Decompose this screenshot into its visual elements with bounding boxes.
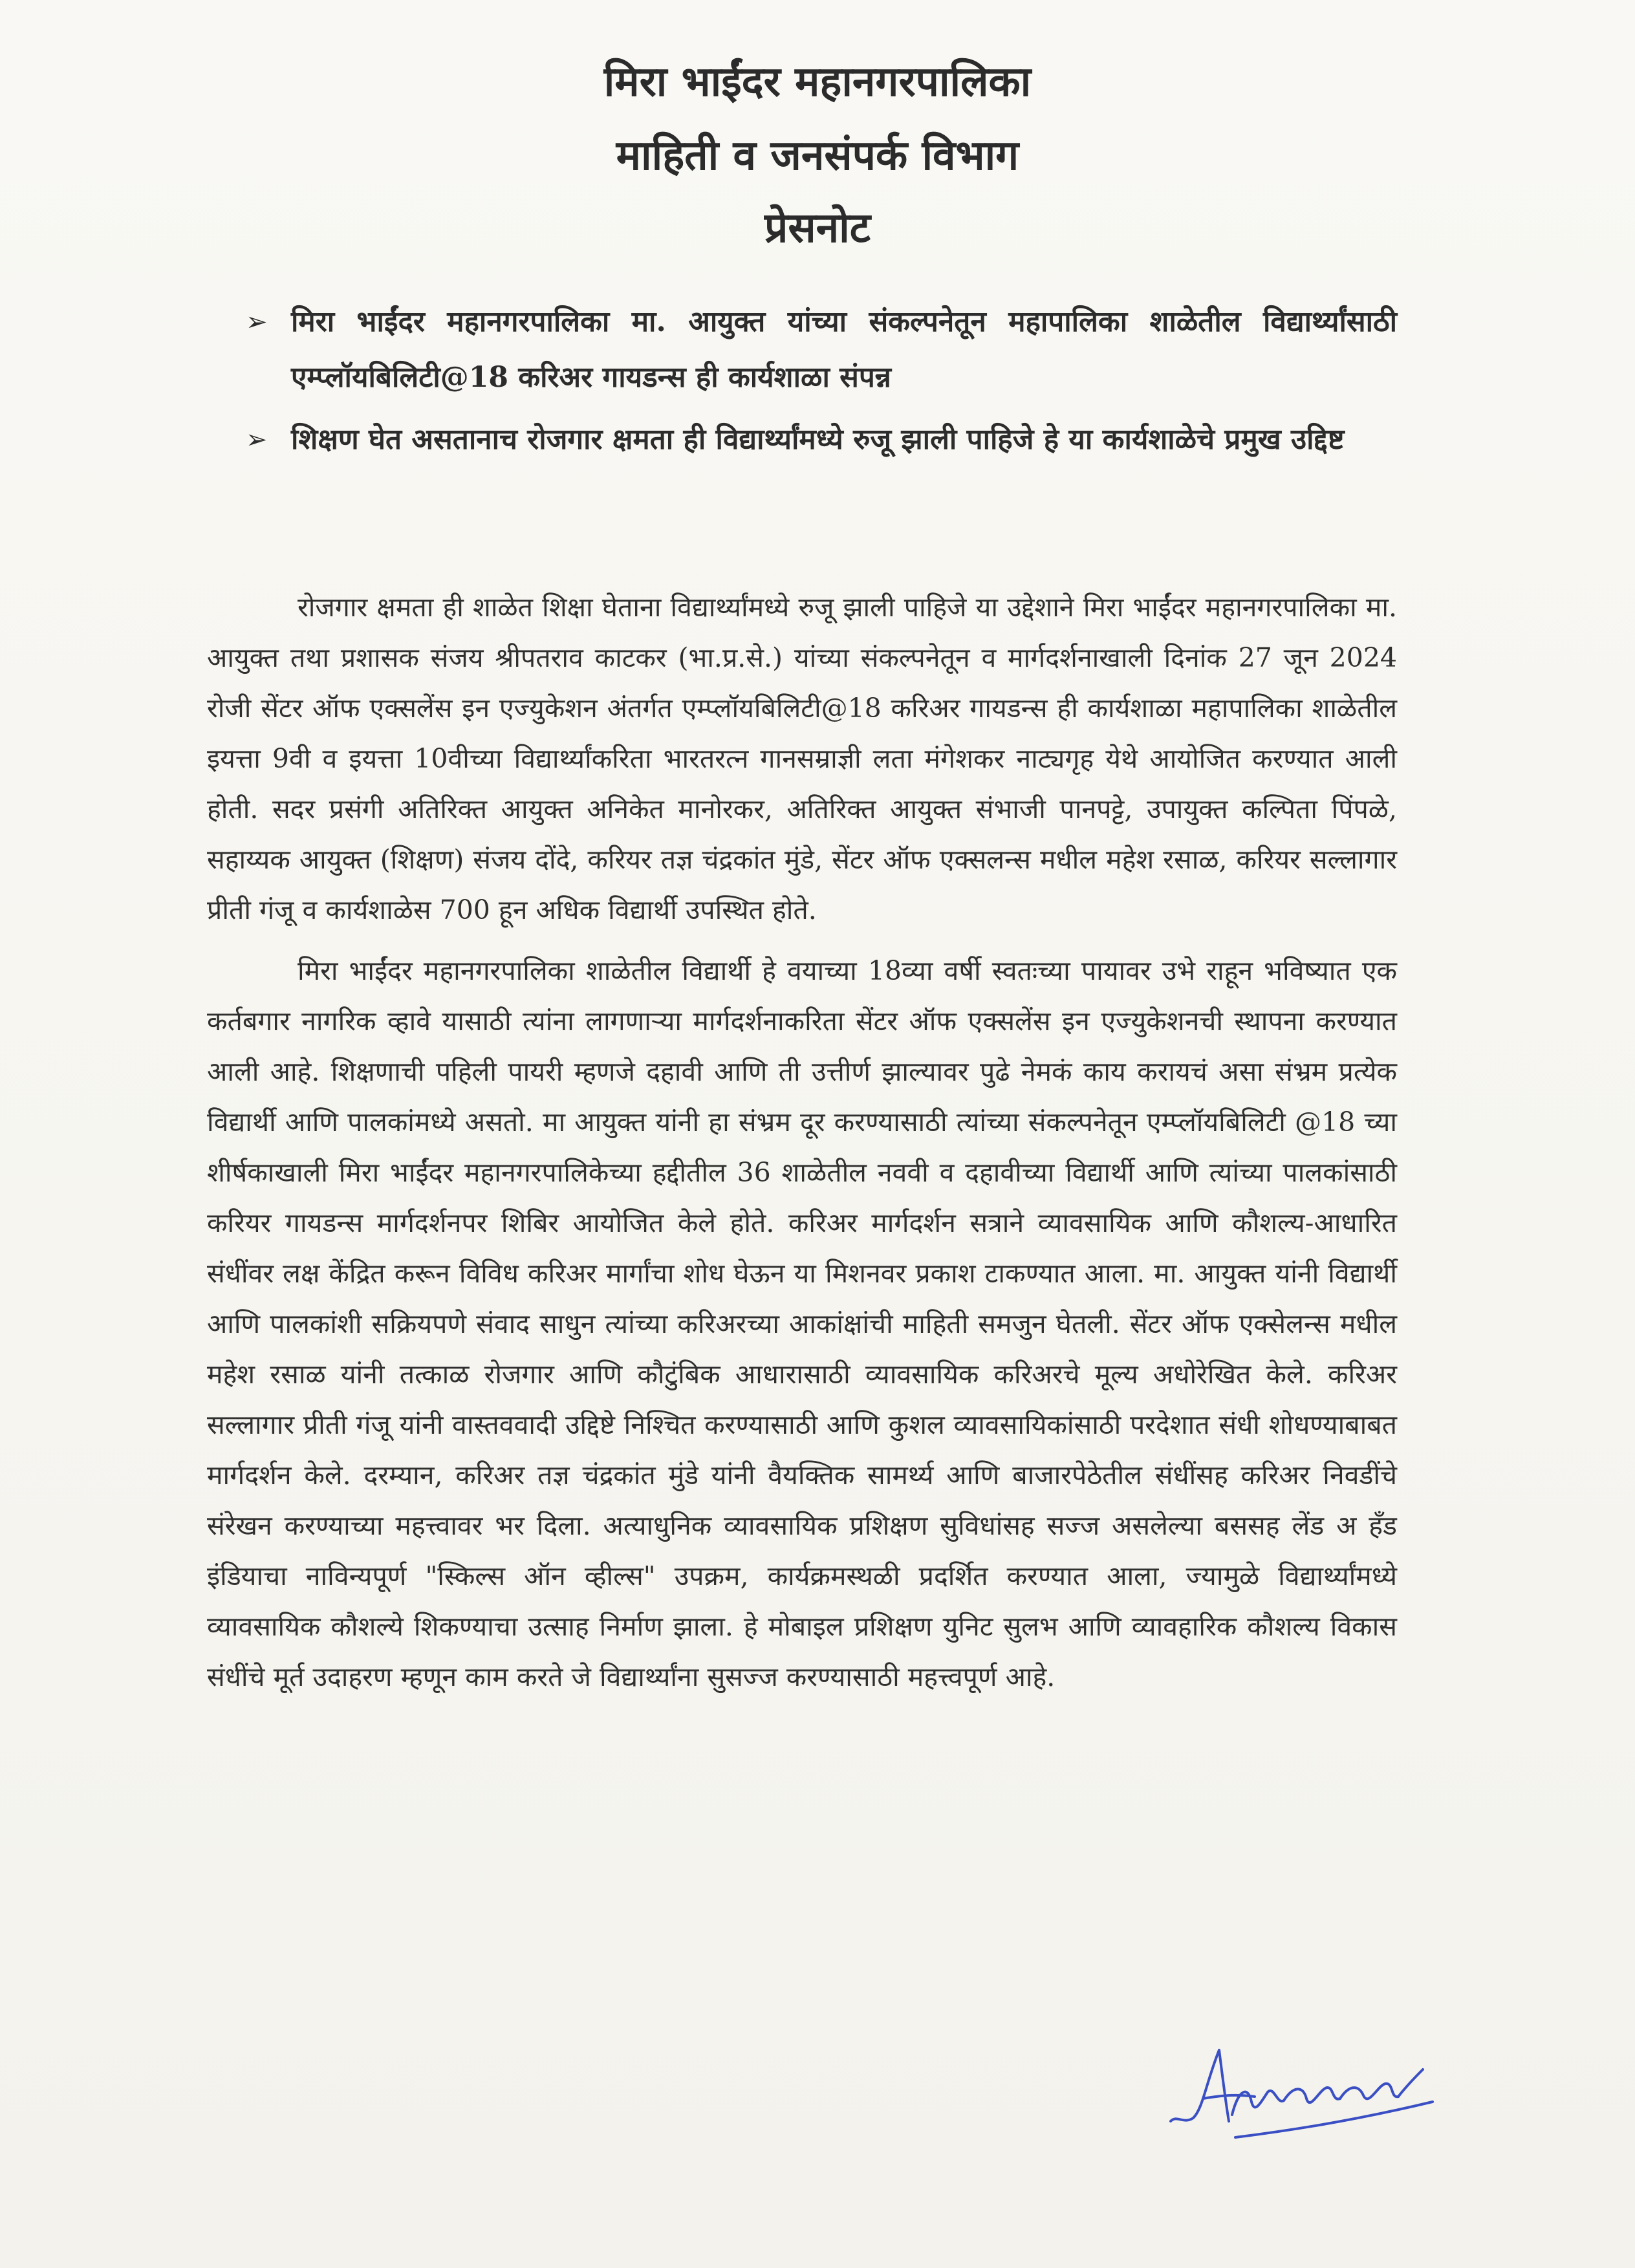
arrow-bullet-icon: ➢ (246, 307, 268, 337)
highlight-bullet-text: शिक्षण घेत असतानाच रोजगार क्षमता ही विद्यार्थ्यांमध्ये रुजू झाली पाहिजे हे या कार्यशाळेचे प्रमुख उद्दिष्ट (291, 423, 1345, 456)
body-paragraph-2: मिरा भाईंदर महानगरपालिका शाळेतील विद्यार्थी हे वयाच्या 18व्या वर्षी स्वतःच्या पायावर उभे राहून भविष्यात एक कर्तबगार नागरिक व्हावे यासाठी त्यांना लागणाऱ्या मार्गदर्शनाकरिता सेंटर ऑफ एक्सलेंस इन एज्युकेशनची स्थापना करण्यात आली आहे. शिक्षणाची पहिली पायरी म्हणजे दहावी आणि ती उत्तीर्ण झाल्यावर पुढे नेमकं काय करायचं असा संभ्रम प्रत्येक विद्यार्थी आणि पालकांमध्ये असतो. मा आयुक्त यांनी हा संभ्रम दूर करण्यासाठी त्यांच्या संकल्पनेतून एम्प्लॉयबिलिटी @18 च्या शीर्षकाखाली मिरा भाईंदर महानगरपालिकेच्या हद्दीतील 36 शाळेतील नववी व दहावीच्या विद्यार्थी आणि त्यांच्या पालकांसाठी करियर गायडन्स मार्गदर्शनपर शिबिर आयोजित केले होते. करिअर मार्गदर्शन सत्राने व्यावसायिक आणि कौशल्य-आधारित संधींवर लक्ष केंद्रित करून विविध करिअर मार्गांचा शोध घेऊन या मिशनवर प्रकाश टाकण्यात आला. मा. आयुक्त यांनी विद्यार्थी आणि पालकांशी सक्रियपणे संवाद साधुन त्यांच्या करिअरच्या आकांक्षांची माहिती समजुन घेतली. सेंटर ऑफ एक्सेलन्स मधील महेश रसाळ यांनी तत्काळ रोजगार आणि कौटुंबिक आधारासाठी व्यावसायिक करिअरचे मूल्य अधोरेखित केले. करिअर सल्लागार प्रीती गंजू यांनी वास्तववादी उद्दिष्टे निश्चित करण्यासाठी आणि कुशल व्यावसायिकांसाठी परदेशात संधी शोधण्याबाबत मार्गदर्शन केले. दरम्यान, करिअर तज्ञ चंद्रकांत मुंडे यांनी वैयक्तिक सामर्थ्य आणि बाजारपेठेतील संधींसह करिअर निवडींचे संरेखन करण्याच्या महत्त्वावर भर दिला. अत्याधुनिक व्यावसायिक प्रशिक्षण सुविधांसह सज्ज असलेल्या बससह लेंड अ हँड इंडियाचा नाविन्यपूर्ण "स्किल्स ऑन व्हील्स" उपक्रम, कार्यक्रमस्थळी प्रदर्शित करण्यात आला, ज्यामुळे विद्यार्थ्यांमध्ये व्यावसायिक कौशल्ये शिकण्याचा उत्साह निर्माण झाला. हे मोबाइल प्रशिक्षण युनिट सुलभ आणि व्यावहारिक कौशल्य विकास संधींचे मूर्त उदाहरण म्हणून काम करते जे विद्यार्थ्यांना सुसज्ज करण्यासाठी महत्त्वपूर्ण आहे. (207, 955, 1397, 1692)
header-document-type: प्रेसनोट (764, 204, 871, 252)
highlight-bullets (246, 294, 1397, 474)
body-paragraph-1: रोजगार क्षमता ही शाळेत शिक्षा घेताना विद्यार्थ्यांमध्ये रुजू झाली पाहिजे या उद्देशाने मिरा भाईंदर महानगरपालिका मा. आयुक्त तथा प्रशासक संजय श्रीपतराव काटकर (भा.प्र.से.) यांच्या संकल्पनेतून व मार्गदर्शनाखाली दिनांक 27 जून 2024 रोजी सेंटर ऑफ एक्सलेंस इन एज्युकेशन अंतर्गत एम्प्लॉयबिलिटी@18 करिअर गायडन्स ही कार्यशाळा महापालिका शाळेतील इयत्ता 9वी व इयत्ता 10वीच्या विद्यार्थ्यांकरिता भारतरत्न गानसम्राज्ञी लता मंगेशकर नाट्यगृह येथे आयोजित करण्यात आली होती. सदर प्रसंगी अतिरिक्त आयुक्त अनिकेत मानोरकर, अतिरिक्त आयुक्त संभाजी पानपट्टे, उपायुक्त कल्पिता पिंपळे, सहाय्यक आयुक्त (शिक्षण) संजय दोंदे, करियर तज्ञ चंद्रकांत मुंडे, सेंटर ऑफ एक्सलन्स मधील महेश रसाळ, करियर सल्लागार प्रीती गंजू व कार्यशाळेस 700 हून अधिक विद्यार्थी उपस्थित होते. (207, 592, 1397, 925)
highlight-bullet-text: मिरा भाईंदर महानगरपालिका मा. आयुक्त यांच्या संकल्पनेतून महापालिका शाळेतील विद्यार्थ्यांसाठी एम्प्लॉयबिलिटी@18 करिअर गायडन्स ही कार्यशाळा संपन्न (291, 305, 1397, 394)
handwritten-signature (1158, 2024, 1442, 2154)
arrow-bullet-icon: ➢ (246, 425, 268, 455)
highlight-bullet-1 (246, 294, 1397, 405)
header-organization: मिरा भाईंदर महानगरपालिका (603, 58, 1032, 106)
press-note-body (207, 582, 1397, 1712)
highlight-bullet-2 (246, 412, 1397, 468)
header-department: माहिती व जनसंपर्क विभाग (616, 131, 1019, 180)
